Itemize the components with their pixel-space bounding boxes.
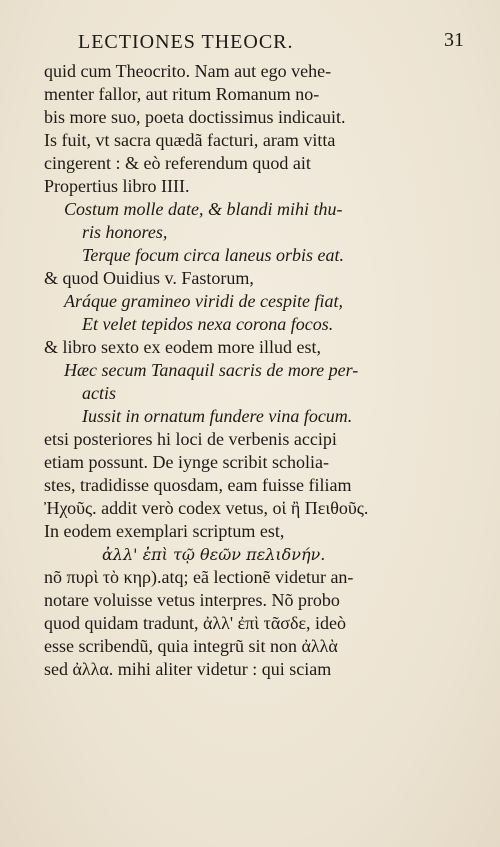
text-line: Is fuit, vt sacra quædã facturi, aram vitta [44,130,336,150]
verse-line: Terque focum circa laneus orbis eat. [82,245,344,265]
text-line: quod quidam tradunt, ἀλλ' ἐπὶ τᾶσδε, ideò [44,613,346,633]
text-line: quid cum Theocrito. Nam aut ego vehe- [44,61,332,81]
text-line: notare voluisse vetus interpres. Nõ probo [44,590,340,610]
text-line: etiam possunt. De iynge scribit scholia- [44,452,329,472]
verse-line: Et velet tepidos nexa corona focos. [82,314,334,334]
greek-quote-line: ἀλλ' ἐπὶ τῷ θεῶν πελιδνήν. [102,545,326,564]
text-line: etsi posteriores hi loci de verbenis accipi [44,429,337,449]
verse-line: Iussit in ornatum fundere vina focum. [82,406,353,426]
page-text [44,60,460,681]
page-header [78,31,470,59]
text-line: nõ πυρὶ τὸ κηρ).atq; eã lectionẽ videtur an- [44,567,354,587]
text-line: sed ἀλλα. mihi aliter videtur : qui sciam [44,659,332,679]
verse-line: Hæc secum Tanaquil sacris de more per- [64,360,359,380]
text-line: & quod Ouidius v. Fastorum, [44,268,254,288]
verse-line: Aráque gramineo viridi de cespite fiat, [64,291,343,311]
text-line: esse scribendũ, quia integrũ sit non ἀλλὰ [44,636,338,656]
text-line: menter fallor, aut ritum Romanum no- [44,84,320,104]
verse-line: ris honores, [82,222,168,242]
text-line: stes, tradidisse quosdam, eam fuisse filiam [44,475,352,495]
running-title: LECTIONES THEOCR. [78,31,294,53]
verse-line: actis [82,383,116,403]
text-line: In eodem exemplari scriptum est, [44,521,285,541]
text-line: Propertius libro IIII. [44,176,190,196]
verse-line: Costum molle date, & blandi mihi thu- [64,199,343,219]
text-line: bis more suo, poeta doctissimus indicauit. [44,107,346,127]
text-line: cingerent : & eò referendum quod ait [44,153,311,173]
text-line: Ἠχοῦς. addit verò codex vetus, οἱ ἢ Πειθοῦς. [44,498,369,518]
text-line: & libro sexto ex eodem more illud est, [44,337,321,357]
page-number: 31 [444,29,464,51]
